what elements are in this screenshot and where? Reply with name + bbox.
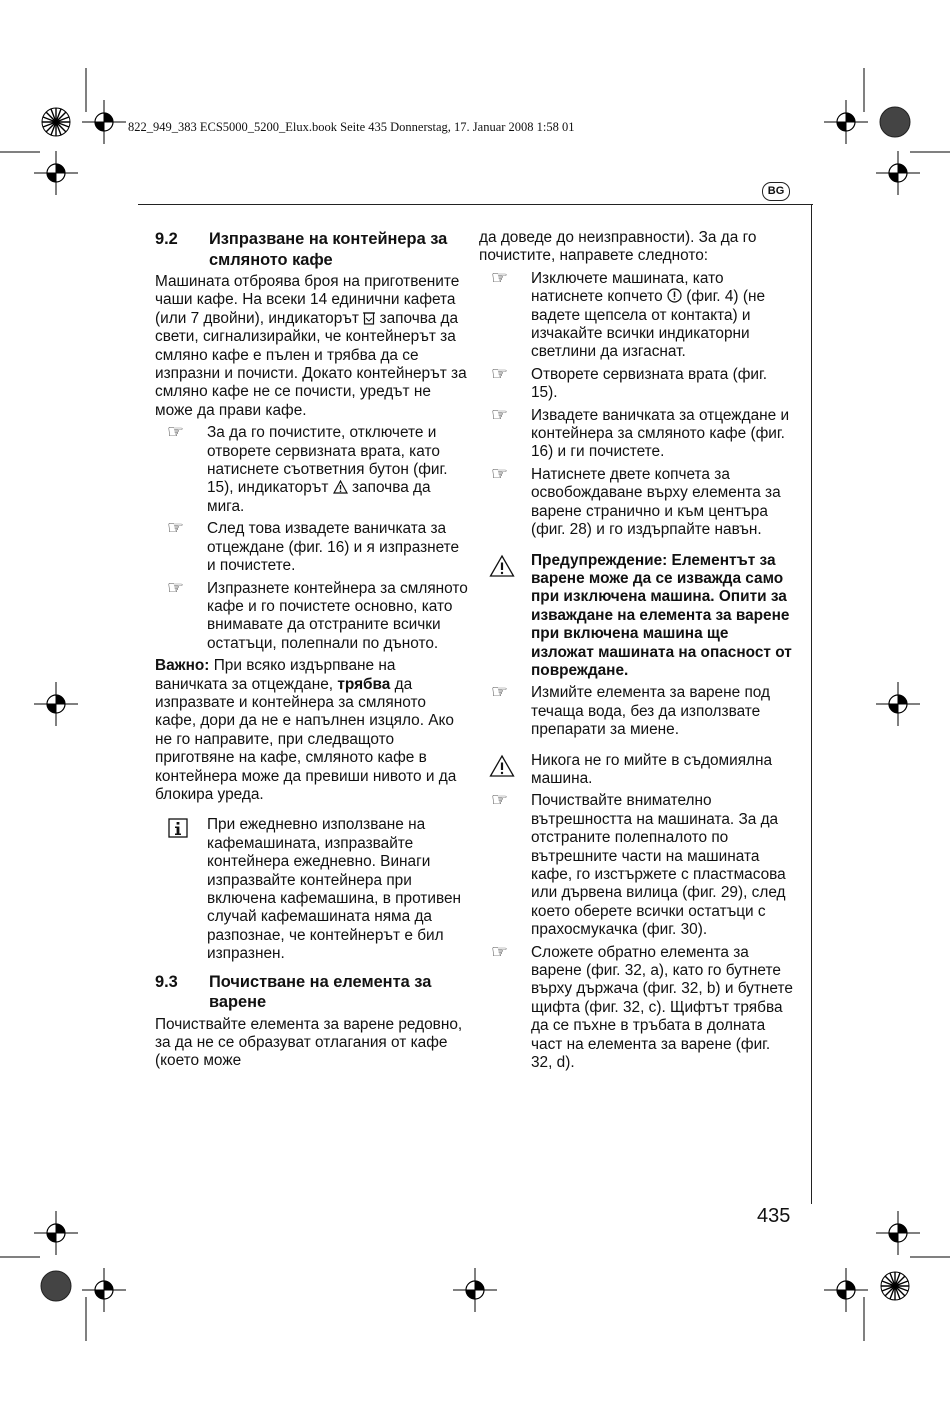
list-item: ☞ Натиснете двете копчета за освобождаване върху елемента за варене странично и към центъра (фиг. 28) и го издърпайте навън.	[491, 463, 781, 539]
section-intro: Почиствайте елемента за варене редовно, за да не се образуват отлагания от кафе (което може	[155, 1015, 463, 1070]
list-item: ☞ Измийте елемента за варене под течаща вода, без да използвате препарати за миене.	[491, 682, 770, 739]
pointing-hand-icon: ☞	[167, 577, 185, 599]
section-title: Почистване на елемента за варене	[209, 972, 432, 1012]
warning-triangle-icon	[489, 554, 515, 578]
pointing-hand-icon: ☞	[491, 463, 509, 485]
page-number: 435	[757, 1205, 791, 1227]
important-note: Важно: При всяко издърпване на ваничката за отцеждане, трябва да изпразвате и контейнера за смляното кафе, дори да не е напълнен изцяло. Ако не го направите, при следващото приготвяне на кафе, смляното кафе в контейнера може да превиши нивото и да блокира уреда.	[155, 657, 457, 803]
list-item: ☞ Изключете машината, като натиснете копчето (фиг. 4) (не вадете щепсела от контакта) и изчакайте всички индикаторни светлини да изгаснат.	[491, 267, 766, 361]
pointing-hand-icon: ☞	[491, 790, 509, 812]
pointing-hand-icon: ☞	[167, 518, 185, 540]
list-item: ☞ Изпразнете контейнера за смляното кафе и го почистете основно, като внимавате да отстраните всички остатъци, полепнали по дъното.	[167, 577, 468, 652]
section-intro: Машината отброява броя на приготвените чаши кафе. На всеки 14 единични кафета (или 7 двойни), индикаторът започва да свети, сигнализирайки, че контейнерът за смляно кафе е пълен и трябва да се изпразни и почисти. Докато контейнерът за смляно кафе не се почисти, уредът не може да прави кафе.	[155, 273, 467, 419]
right-rule	[811, 204, 812, 1204]
pointing-hand-icon: ☞	[491, 363, 509, 385]
pointing-hand-icon: ☞	[491, 682, 509, 704]
left-column	[155, 229, 471, 1071]
pointing-hand-icon: ☞	[491, 267, 509, 289]
pointing-hand-icon: ☞	[167, 422, 185, 444]
section-9-2-heading	[155, 229, 471, 270]
warning-note: Предупреждение: Елементът за варене може да се изважда само при изключена машина. Опити за изваждане на елемента за варене при включена машина ще изложат машината на опасност от повреждане.	[479, 552, 794, 681]
section-9-3-heading	[155, 972, 471, 1013]
warning-triangle-icon	[333, 480, 348, 494]
pointing-hand-icon: ☞	[491, 404, 509, 426]
list-item: ☞ Сложете обратно елемента за варене (фиг. 32, a), като го бутнете върху държача (фиг. 32, b) и бутнете щифта (фиг. 32, c). Щифтът трябва да се пъхне в тръбата в долната част на елемента за варене (фиг. 32, d).	[491, 941, 793, 1072]
list-item: ☞ Почиствайте внимателно вътрешността на машината. За да отстраните полепналото по вътрешните части на машината кафе, го изстържете с пластмасова или дървена вилица (фиг. 29), след което оберете всички остатъци с прахосмукачка (фиг. 30).	[491, 790, 786, 939]
right-column	[479, 229, 794, 1072]
section-number: 9.2	[155, 230, 178, 248]
list-item: ☞ След това извадете ваничката за отцеждане (фиг. 16) и я изпразнете и почистете.	[167, 518, 460, 575]
continued-text: да доведе до неизправности). За да го почистите, направете следното:	[479, 229, 757, 265]
info-icon	[168, 818, 188, 838]
warning-triangle-icon	[489, 754, 515, 778]
top-rule	[138, 204, 813, 205]
section-title: Изпразване на контейнера за смляното кафе	[209, 230, 448, 269]
file-info-header: 822_949_383 ECS5000_5200_Elux.book Seite 435 Donnerstag, 17. Januar 2008 1:58 01	[128, 120, 575, 134]
info-note: При ежедневно използване на кафемашината, изпразвайте контейнера ежедневно. Винаги изпразвайте контейнера при включена кафемашина, в противен случай кафемашината няма да разпознае, че контейнерът е бил изпразнен.	[155, 816, 471, 963]
section-number: 9.3	[155, 972, 178, 991]
language-badge: BG	[762, 182, 790, 201]
list-item: ☞ Отворете сервизната врата (фиг. 15).	[491, 363, 768, 402]
list-item: ☞ За да го почистите, отключете и отворете сервизната врата, като натиснете съответния бутон (фиг. 15), индикаторът започва да мига.	[167, 422, 448, 515]
caution-note: Никога не го мийте в съдомиялна машина.	[479, 752, 794, 789]
pointing-hand-icon: ☞	[491, 941, 509, 963]
power-button-icon	[667, 288, 682, 303]
coffee-grounds-container-icon	[363, 311, 375, 325]
list-item: ☞ Извадете ваничката за отцеждане и контейнера за смляното кафе (фиг. 16) и ги почистете.	[491, 404, 790, 461]
